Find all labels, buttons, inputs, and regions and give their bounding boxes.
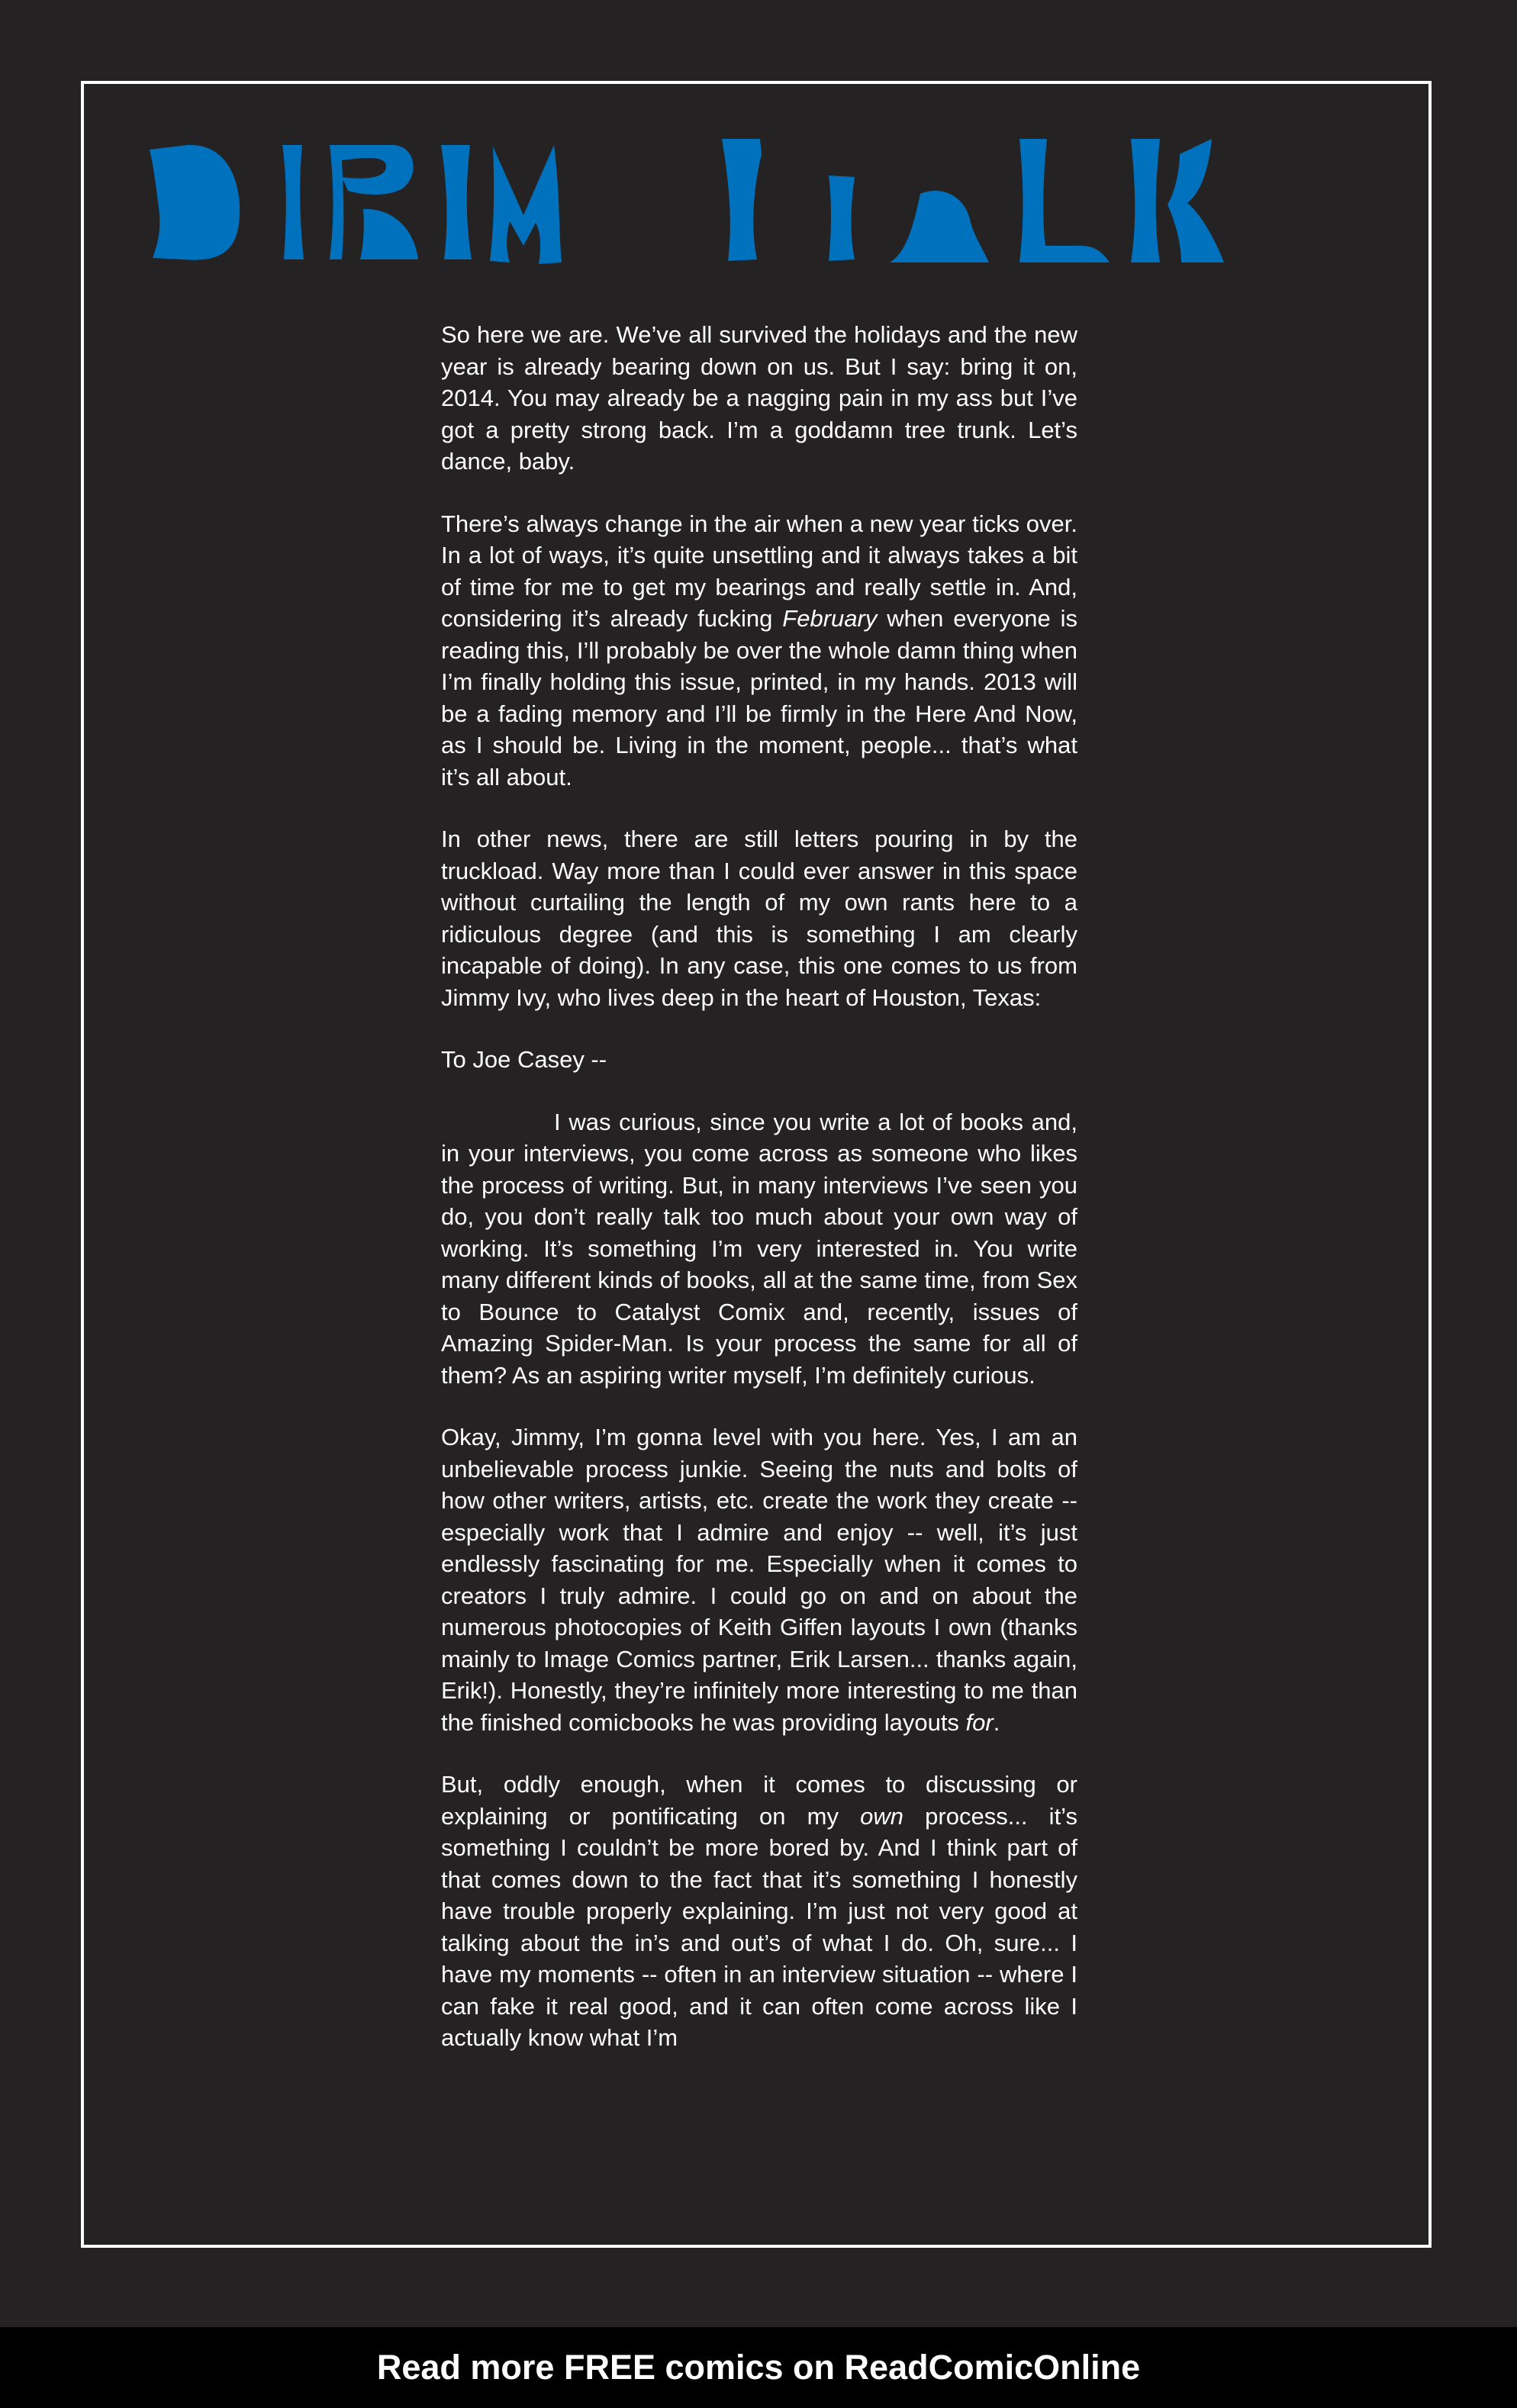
logo-letter-r-leg	[360, 209, 418, 259]
article-paragraph: There’s always change in the air when a new year ticks over. In a lot of ways, it’s quite unsettling and it always takes a bit of time for me to get my bearings and really settle in. And, considering it’s already fucking February when everyone is reading this, I’ll probably be over the whole damn thing when I’m finally holding this issue, printed, in my hands. 2013 will be a fading memory and I’ll be firmly in the Here And Now, as I should be. Living in the moment, people... that’s what it’s all about.	[441, 510, 1077, 790]
logo-letter-k-arm	[1168, 139, 1224, 262]
article-body	[441, 319, 1077, 2084]
dirty-talk-logo	[142, 124, 1370, 291]
article-paragraph: But, oddly enough, when it comes to discussing or explaining or pontificating on my own process... it’s something I couldn’t be more bored by. And I think part of that comes down to the fact that it’s something I honestly have trouble properly explaining. I’m just not very good at talking about the in’s and out’s of what I do. Oh, sure... I have my moments -- often in an interview situation -- where I can fake it real good, and it can often come across like I actually know what I’m	[441, 1771, 1078, 2051]
logo-letter-k	[1131, 139, 1160, 262]
article-paragraph: So here we are. We’ve all survived the holidays and the new year is already bearing down on us. But I say: bring it on, 2014. You may already be a nagging pain in my ass but I’ve got a pretty strong back. I’m a goddamn tree trunk. Let’s dance, baby.	[441, 321, 1077, 475]
logo-letter-d	[150, 145, 240, 260]
reader-letter: I was curious, since you write a lot of books and, in your interviews, you come across as someone who likes the process of writing. But, in many interviews I’ve seen you do, you don’t really talk too much about your own way of working. It’s something I’m very interested in. You write many different kinds of books, all at the same time, from Sex to Bounce to Catalyst Comix and, recently, issues of Amazing Spider-Man. Is your process the same for all of them? As an aspiring writer myself, I’m definitely curious.	[441, 1108, 1077, 1389]
footer-banner	[0, 2327, 1517, 2408]
logo-letter-t2-bar	[829, 175, 855, 261]
article-paragraph: In other news, there are still letters pouring in by the truckload. Way more than I could ever answer in this space without curtailing the length of my own rants here to a ridiculous degree (and this is something I am clearly incapable of doing). In any case, this one comes to us from Jimmy Ivy, who lives deep in the heart of Houston, Texas:	[441, 826, 1077, 1011]
logo-letter-i	[282, 145, 304, 259]
letter-salutation: To Joe Casey --	[441, 1046, 607, 1073]
logo-letter-a	[890, 191, 989, 262]
masthead-logo	[142, 124, 1370, 291]
footer-text: Read more FREE comics on ReadComicOnline	[376, 2348, 1141, 2387]
logo-letter-t	[441, 145, 472, 259]
logo-letter-l	[1019, 139, 1110, 262]
article-paragraph: Okay, Jimmy, I’m gonna level with you here. Yes, I am an unbelievable process junkie. Seeing the nuts and bolts of how other writers, artists, etc. create the work they create -- especially work that I admire and enjoy -- well, it’s just endlessly fascinating for me. Especially when it comes to creators I truly admire. I could go on and on about the numerous photocopies of Keith Giffen layouts I own (thanks mainly to Image Comics partner, Erik Larsen... thanks again, Erik!). Honestly, they’re infinitely more interesting to me than the finished comicbooks he was providing layouts for.	[441, 1424, 1077, 1736]
logo-letter-t2	[722, 139, 762, 261]
logo-letter-y	[490, 145, 562, 264]
